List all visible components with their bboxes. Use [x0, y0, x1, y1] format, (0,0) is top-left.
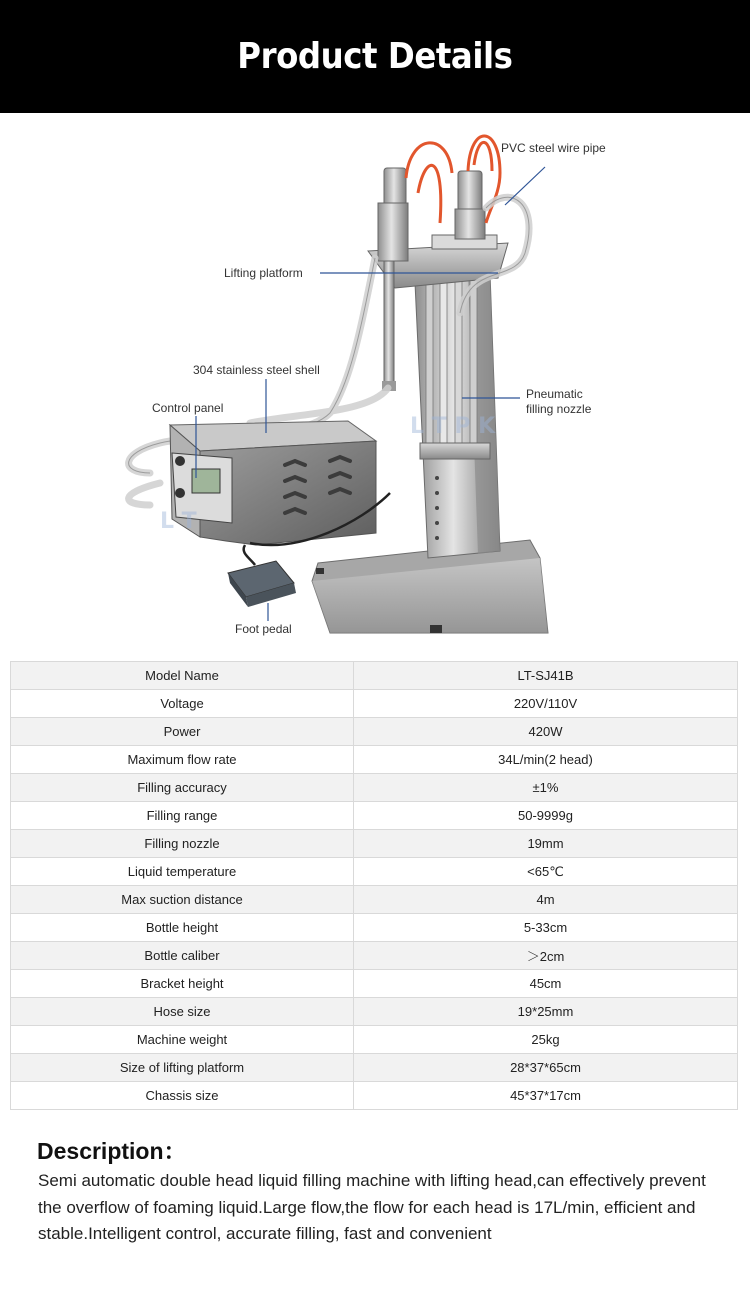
spec-label: Liquid temperature [11, 858, 354, 886]
spec-row [11, 1082, 738, 1110]
spec-table [10, 661, 738, 1110]
spec-value: 4m [354, 886, 738, 914]
spec-row [11, 1054, 738, 1082]
description-body: Semi automatic double head liquid filling machine with lifting head,can effectively prevent the overflow of foaming liquid.Large flow,the flow for each head is 17L/min, efficient and stable.Intelligent control, accurate filling, fast and convenient [38, 1171, 706, 1243]
callout-nozzle-line1: Pneumatic [526, 387, 583, 401]
spec-value: 19*25mm [354, 998, 738, 1026]
spec-row [11, 886, 738, 914]
spec-label: Voltage [11, 690, 354, 718]
spec-value: 420W [354, 718, 738, 746]
spec-label: Hose size [11, 998, 354, 1026]
spec-row [11, 802, 738, 830]
spec-label: Filling range [11, 802, 354, 830]
spec-label: Bottle caliber [11, 942, 354, 970]
spec-value: 25kg [354, 1026, 738, 1054]
spec-value: ＞2cm [354, 942, 738, 970]
spec-label: Machine weight [11, 1026, 354, 1054]
spec-label: Max suction distance [11, 886, 354, 914]
spec-value: 34L/min(2 head) [354, 746, 738, 774]
spec-value: <65℃ [354, 858, 738, 886]
spec-label: Power [11, 718, 354, 746]
spec-label: Bracket height [11, 970, 354, 998]
spec-row [11, 970, 738, 998]
spec-row [11, 1026, 738, 1054]
spec-label: Bottle height [11, 914, 354, 942]
callout-foot-pedal: Foot pedal [235, 622, 292, 636]
spec-label: Filling nozzle [11, 830, 354, 858]
right-valve [455, 171, 485, 239]
spec-label: Chassis size [11, 1082, 354, 1110]
spec-value: 50-9999g [354, 802, 738, 830]
page-title: Product Details [237, 36, 513, 77]
spec-row [11, 662, 738, 690]
spec-value: ±1% [354, 774, 738, 802]
foot-pedal-shape [228, 561, 296, 607]
spec-value: LT-SJ41B [354, 662, 738, 690]
spec-value: 45*37*17cm [354, 1082, 738, 1110]
spec-row [11, 690, 738, 718]
spec-row [11, 858, 738, 886]
callout-nozzle-line2: filling nozzle [526, 402, 592, 416]
spec-value: 45cm [354, 970, 738, 998]
spec-row [11, 718, 738, 746]
spec-value: 19mm [354, 830, 738, 858]
svg-text:L T: L T [160, 509, 197, 534]
spec-label: Size of lifting platform [11, 1054, 354, 1082]
spec-value: 220V/110V [354, 690, 738, 718]
description-title: Description： [37, 1138, 187, 1164]
spec-value: 28*37*65cm [354, 1054, 738, 1082]
watermark-mark: L T P K [410, 414, 496, 439]
spec-row [11, 998, 738, 1026]
callout-steel-shell: 304 stainless steel shell [193, 363, 320, 377]
callout-pvc-pipe: PVC steel wire pipe [501, 141, 606, 155]
spec-label: Filling accuracy [11, 774, 354, 802]
spec-label: Model Name [11, 662, 354, 690]
spec-row [11, 942, 738, 970]
spec-label: Maximum flow rate [11, 746, 354, 774]
machine-illustration [0, 113, 750, 653]
product-figure [0, 113, 750, 653]
spec-row [11, 774, 738, 802]
spec-row [11, 746, 738, 774]
callout-control-panel: Control panel [152, 401, 224, 415]
spec-value: 5-33cm [354, 914, 738, 942]
header-banner [0, 0, 750, 113]
spec-row [11, 914, 738, 942]
callout-nozzle [526, 387, 591, 417]
spec-row [11, 830, 738, 858]
callout-lifting-platform: Lifting platform [224, 266, 303, 280]
